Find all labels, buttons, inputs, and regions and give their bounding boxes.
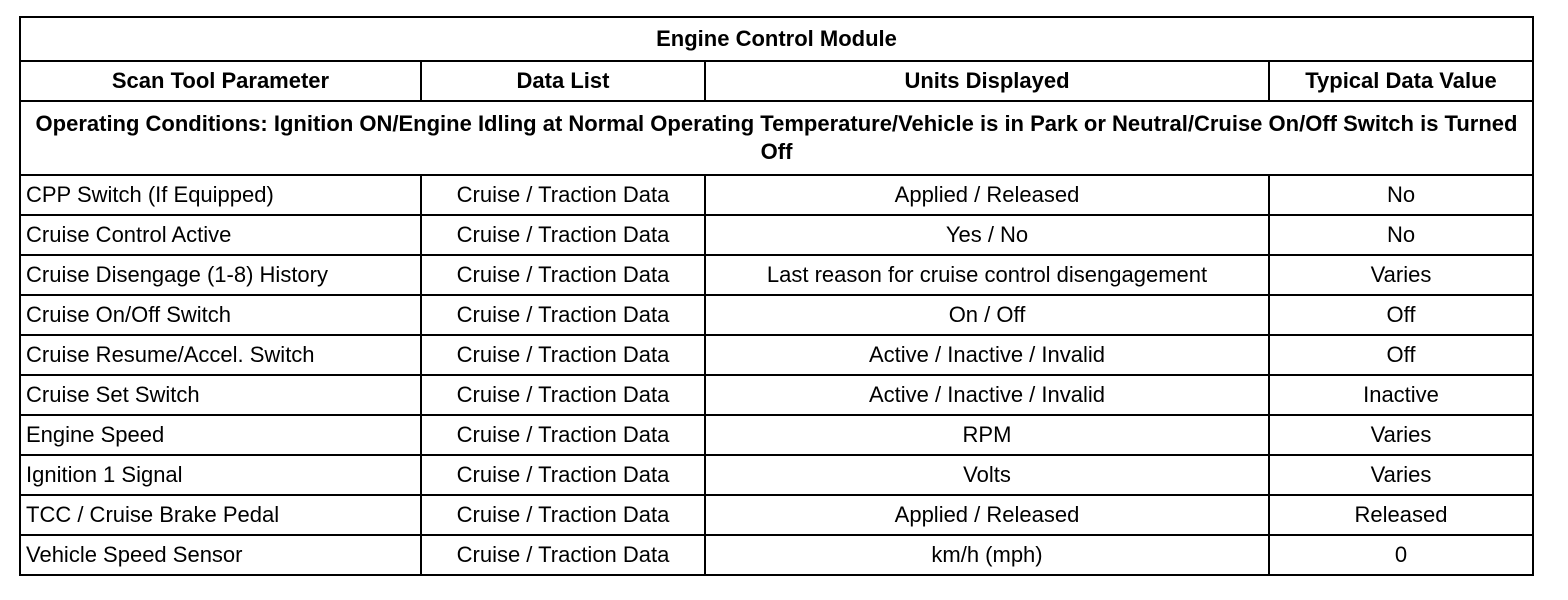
table-row [20,335,1533,375]
parameter-cell: Cruise Resume/Accel. Switch [20,335,421,375]
table-row [20,255,1533,295]
data-list-cell: Cruise / Traction Data [421,495,705,535]
typical-value-cell: Off [1269,335,1533,375]
parameter-cell: TCC / Cruise Brake Pedal [20,495,421,535]
typical-value-cell: No [1269,215,1533,255]
units-cell: Applied / Released [705,175,1269,215]
typical-value-cell: Varies [1269,415,1533,455]
engine-control-module-table [19,16,1534,576]
data-list-cell: Cruise / Traction Data [421,375,705,415]
data-list-cell: Cruise / Traction Data [421,255,705,295]
table-row [20,295,1533,335]
units-cell: Applied / Released [705,495,1269,535]
header-data-list: Data List [421,61,705,101]
header-typical-data-value: Typical Data Value [1269,61,1533,101]
parameter-cell: Cruise Control Active [20,215,421,255]
table-title: Engine Control Module [20,17,1533,61]
operating-conditions-row [20,101,1533,175]
table-row [20,455,1533,495]
typical-value-cell: 0 [1269,535,1533,575]
units-cell: Yes / No [705,215,1269,255]
data-list-cell: Cruise / Traction Data [421,175,705,215]
units-cell: Active / Inactive / Invalid [705,375,1269,415]
column-header-row [20,61,1533,101]
operating-conditions: Operating Conditions: Ignition ON/Engine Idling at Normal Operating Temperature/Vehicle is in Park or Neutral/Cruise On/Off Switch is Turned Off [20,101,1533,175]
data-list-cell: Cruise / Traction Data [421,455,705,495]
typical-value-cell: Varies [1269,255,1533,295]
data-list-cell: Cruise / Traction Data [421,215,705,255]
units-cell: On / Off [705,295,1269,335]
data-list-cell: Cruise / Traction Data [421,535,705,575]
table-row [20,375,1533,415]
parameter-cell: Engine Speed [20,415,421,455]
header-units-displayed: Units Displayed [705,61,1269,101]
typical-value-cell: No [1269,175,1533,215]
data-list-cell: Cruise / Traction Data [421,295,705,335]
table-row [20,415,1533,455]
typical-value-cell: Released [1269,495,1533,535]
units-cell: Active / Inactive / Invalid [705,335,1269,375]
parameter-cell: Cruise On/Off Switch [20,295,421,335]
table-row [20,495,1533,535]
parameter-cell: Vehicle Speed Sensor [20,535,421,575]
typical-value-cell: Inactive [1269,375,1533,415]
units-cell: km/h (mph) [705,535,1269,575]
table-title-row [20,17,1533,61]
parameter-cell: CPP Switch (If Equipped) [20,175,421,215]
parameter-cell: Ignition 1 Signal [20,455,421,495]
table-row [20,215,1533,255]
parameter-cell: Cruise Set Switch [20,375,421,415]
units-cell: Last reason for cruise control disengagement [705,255,1269,295]
data-list-cell: Cruise / Traction Data [421,335,705,375]
table-row [20,175,1533,215]
parameter-cell: Cruise Disengage (1-8) History [20,255,421,295]
typical-value-cell: Varies [1269,455,1533,495]
data-list-cell: Cruise / Traction Data [421,415,705,455]
header-scan-tool-parameter: Scan Tool Parameter [20,61,421,101]
units-cell: Volts [705,455,1269,495]
units-cell: RPM [705,415,1269,455]
typical-value-cell: Off [1269,295,1533,335]
table-row [20,535,1533,575]
